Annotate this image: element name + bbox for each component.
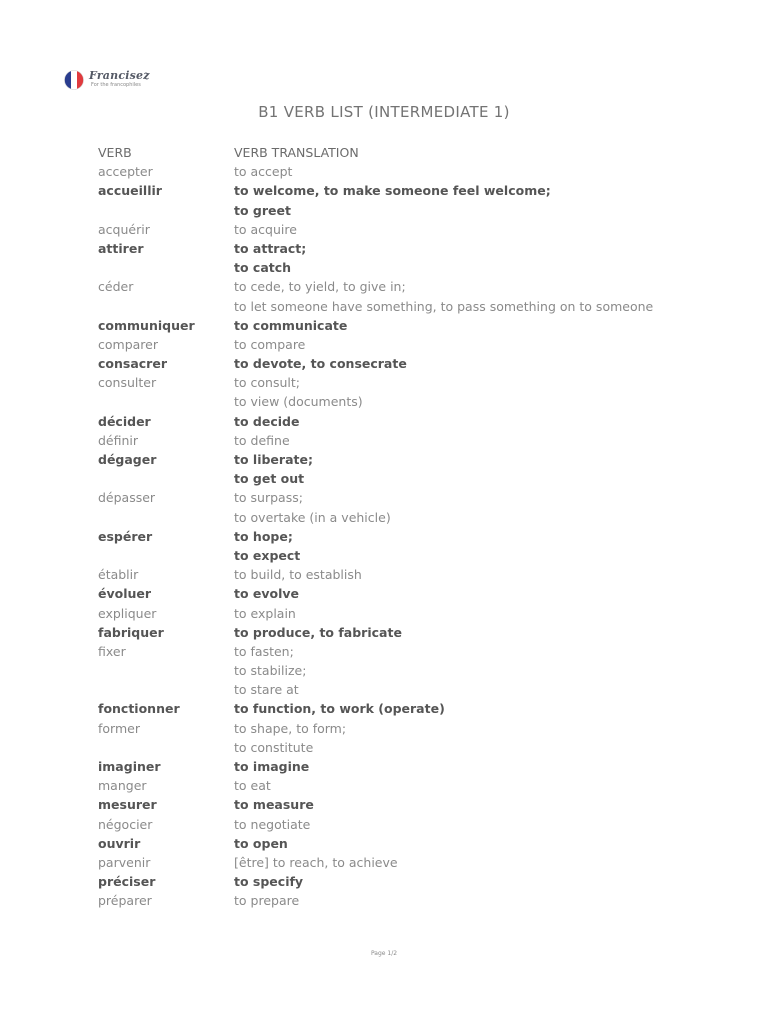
translation-cell: to function, to work (operate) bbox=[234, 701, 445, 717]
logo-name: Francisez bbox=[89, 69, 150, 82]
translation-cell: to stare at bbox=[234, 682, 299, 698]
verb-cell: préciser bbox=[98, 874, 156, 890]
translation-cell: to expect bbox=[234, 547, 301, 563]
translation-cell: to catch bbox=[234, 260, 292, 276]
translation-cell: to build, to establish bbox=[234, 567, 362, 583]
verb-cell: évoluer bbox=[98, 586, 152, 602]
translation-cell: to cede, to yield, to give in; bbox=[234, 279, 406, 295]
francisez-logo bbox=[64, 68, 164, 92]
translation-cell: to acquire bbox=[234, 221, 297, 237]
header-translation: VERB TRANSLATION bbox=[234, 145, 359, 160]
verb-cell: consulter bbox=[98, 375, 157, 391]
translation-cell: to eat bbox=[234, 778, 271, 794]
translation-cell: to evolve bbox=[234, 586, 300, 602]
verb-cell: manger bbox=[98, 778, 147, 794]
page-title: B1 VERB LIST (INTERMEDIATE 1) bbox=[258, 103, 510, 121]
french-flag-icon bbox=[64, 70, 84, 90]
page-number: Page 1/2 bbox=[370, 950, 398, 957]
verb-cell: former bbox=[98, 720, 140, 736]
translation-cell: to shape, to form; bbox=[234, 720, 347, 736]
verb-cell: décider bbox=[98, 413, 151, 429]
translation-cell: to decide bbox=[234, 413, 300, 429]
translation-cell: to attract; bbox=[234, 240, 307, 256]
verb-cell: attirer bbox=[98, 240, 144, 256]
verb-cell: espérer bbox=[98, 528, 153, 544]
translation-cell: to view (documents) bbox=[234, 394, 363, 410]
verb-cell: acquérir bbox=[98, 221, 150, 237]
verb-cell: consacrer bbox=[98, 356, 167, 372]
translation-cell: to fasten; bbox=[234, 643, 294, 659]
verb-cell: fonctionner bbox=[98, 701, 180, 717]
verb-cell: établir bbox=[98, 567, 139, 583]
translation-cell: to surpass; bbox=[234, 490, 303, 506]
verb-cell: négocier bbox=[98, 816, 153, 832]
verb-cell: comparer bbox=[98, 336, 158, 352]
verb-cell: expliquer bbox=[98, 605, 157, 621]
verb-cell: céder bbox=[98, 279, 134, 295]
translation-cell: to overtake (in a vehicle) bbox=[234, 509, 391, 525]
translation-cell: to prepare bbox=[234, 893, 300, 909]
translation-cell: to open bbox=[234, 835, 288, 851]
translation-cell: to negotiate bbox=[234, 816, 311, 832]
translation-cell: to constitute bbox=[234, 739, 314, 755]
verb-cell: accueillir bbox=[98, 183, 162, 199]
translation-cell: to measure bbox=[234, 797, 314, 813]
verb-cell: dépasser bbox=[98, 490, 156, 506]
translation-cell: [être] to reach, to achieve bbox=[234, 854, 398, 870]
translation-cell: to define bbox=[234, 432, 290, 448]
translation-cell: to get out bbox=[234, 471, 305, 487]
logo-tagline: For the francophiles bbox=[91, 82, 141, 88]
verb-cell: préparer bbox=[98, 893, 152, 909]
translation-cell: to stabilize; bbox=[234, 663, 307, 679]
translation-cell: to imagine bbox=[234, 759, 310, 774]
translation-cell: to consult; bbox=[234, 375, 300, 391]
translation-cell: to let someone have something, to pass something on to someone bbox=[234, 298, 654, 314]
header-verb: VERB bbox=[98, 145, 132, 160]
verb-cell: accepter bbox=[98, 164, 153, 180]
translation-cell: to liberate; bbox=[234, 452, 313, 467]
translation-cell: to produce, to fabricate bbox=[234, 624, 402, 640]
translation-cell: to accept bbox=[234, 164, 293, 180]
verb-cell: parvenir bbox=[98, 854, 151, 870]
translation-cell: to compare bbox=[234, 336, 306, 352]
verb-cell: dégager bbox=[98, 452, 157, 467]
translation-cell: to hope; bbox=[234, 528, 293, 544]
translation-cell: to communicate bbox=[234, 317, 348, 333]
verb-cell: fabriquer bbox=[98, 624, 164, 640]
translation-cell: to specify bbox=[234, 874, 304, 890]
translation-cell: to greet bbox=[234, 202, 291, 218]
verb-cell: communiquer bbox=[98, 317, 195, 333]
verb-cell: fixer bbox=[98, 643, 126, 659]
verb-cell: imaginer bbox=[98, 759, 161, 774]
verb-cell: mesurer bbox=[98, 797, 157, 813]
verb-cell: ouvrir bbox=[98, 835, 141, 851]
verb-cell: définir bbox=[98, 432, 139, 448]
translation-cell: to devote, to consecrate bbox=[234, 356, 407, 372]
translation-cell: to explain bbox=[234, 605, 296, 621]
translation-cell: to welcome, to make someone feel welcome; bbox=[234, 183, 551, 199]
